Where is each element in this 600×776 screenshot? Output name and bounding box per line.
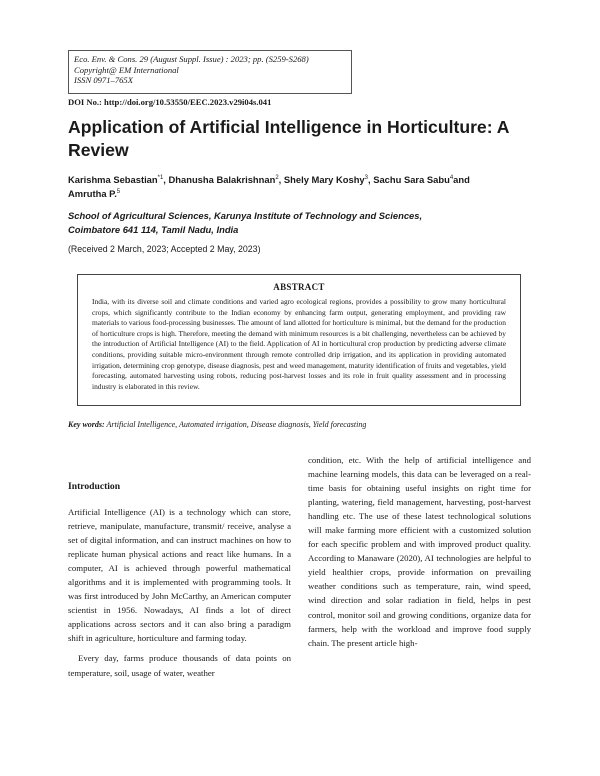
author-sep: ,	[163, 174, 169, 185]
affiliation	[68, 209, 538, 236]
journal-copyright: Copyright@ EM International	[74, 64, 179, 75]
keywords-label: Key words:	[68, 420, 105, 429]
journal-citation: Eco. Env. & Cons. 29 (August Suppl. Issue) : 2023; pp. (S259-S268)	[74, 54, 309, 64]
author-sup: 2	[275, 174, 279, 181]
author-sep: ,	[368, 174, 374, 185]
keywords	[68, 420, 366, 429]
doi-line[interactable]: DOI No.: http://doi.org/10.53550/EEC.2023.v29i04s.041	[68, 97, 272, 107]
body-column-right	[308, 453, 531, 650]
author-sup: 3	[364, 174, 368, 181]
author-sup: 4	[449, 174, 454, 181]
author-sup: 5	[116, 188, 121, 195]
received-dates: (Received 2 March, 2023; Accepted 2 May, 2023)	[68, 244, 261, 254]
author-sep: and	[453, 174, 470, 185]
author-sup: *1	[157, 174, 164, 181]
body-paragraph: condition, etc. With the help of artificial intelligence and machine learning models, this data can be leveraged on a real-time basis for obtaining useful insights on right time for planting, watering, field management, harvesting, post-harvest handling etc. The use of these latest technological solutions will make farming more efficient with a customized solution for each specific problem and with improved product quality. According to Manaware (2020), AI technologies are helpful to yield healthier crops, provide information on prevailing weather conditions such as temperature, rain, wind speed, wind direction and solar radiation in field, helps in pest control, monitor soil and growing conditions, organize data for farmers, help with the workload and improve food supply chain. The present article high-	[308, 455, 531, 648]
abstract-box	[77, 274, 521, 406]
abstract-text: India, with its diverse soil and climate conditions and varied agro ecological regions, provides a possibility to grow many horticultural crops, which significantly contribute to the Indian economy by enhancing farm output, generating employment, and providing raw materials to various food-processing businesses. The amount of land allotted for horticulture is minimal, but the demand for the production of horticulture crops is high. Therefore, meeting the demand with minimum resources is a bit challenging, nevertheless can be achieved by the introduction of Artificial Intelligence (AI) to the field. Application of AI in horticultural crop production by predicting adverse climate conditions, providing suitable micro-environment through remote controlled drip irrigation, and its application in providing automated irrigation, determining crop genotype, disease diagnosis, pest and weed management, maturity identification of fruits and vegetables, yield forecasting, automated harvesting using robots, reducing post-harvest losses and its role in fruit quality assessment and in processing industry is elaborated in this review.	[92, 297, 506, 391]
affiliation-line: School of Agricultural Sciences, Karunya Institute of Technology and Sciences,	[68, 210, 423, 221]
keywords-text: Artificial Intelligence, Automated irrigation, Disease diagnosis, Yield forecasting	[104, 420, 367, 429]
author-name: Karishma Sebastian	[68, 174, 158, 185]
abstract-heading: ABSTRACT	[273, 282, 325, 292]
author-sep: ,	[278, 174, 284, 185]
author-list	[68, 173, 538, 201]
paper-title: Application of Artificial Intelligence in Horticulture: A Review	[68, 117, 509, 160]
affiliation-line: Coimbatore 641 114, Tamil Nadu, India	[68, 223, 239, 235]
author-name: Sachu Sara Sabu	[373, 174, 450, 185]
body-paragraph: Artificial Intelligence (AI) is a technology which can store, retrieve, manipulate, manufacture, transmit/ receive, analyse a set of digital information, and can instruct machines on how to replicate human physical actions and react like humans. In a computer, AI is achieved through powerful mathematical algorithms and it is implemented with programming tools. It was first introduced by John McCarthy, an American computer scientist in 1956. Nowadays, AI finds a lot of direct applications across sectors and it can also bring a paradigm shift in agriculture, horticulture and farming today.	[68, 507, 291, 644]
journal-issn: ISSN 0971–765X	[74, 75, 133, 86]
body-column-left	[68, 480, 291, 680]
body-paragraph: Every day, farms produce thousands of data points on temperature, soil, usage of water, weather	[68, 653, 291, 678]
author-name: Dhanusha Balakrishnan	[168, 174, 276, 185]
author-name: Amrutha P.	[68, 188, 117, 199]
section-heading-introduction: Introduction	[68, 481, 121, 492]
journal-info-box	[68, 50, 352, 94]
author-name: Shely Mary Koshy	[283, 174, 365, 185]
